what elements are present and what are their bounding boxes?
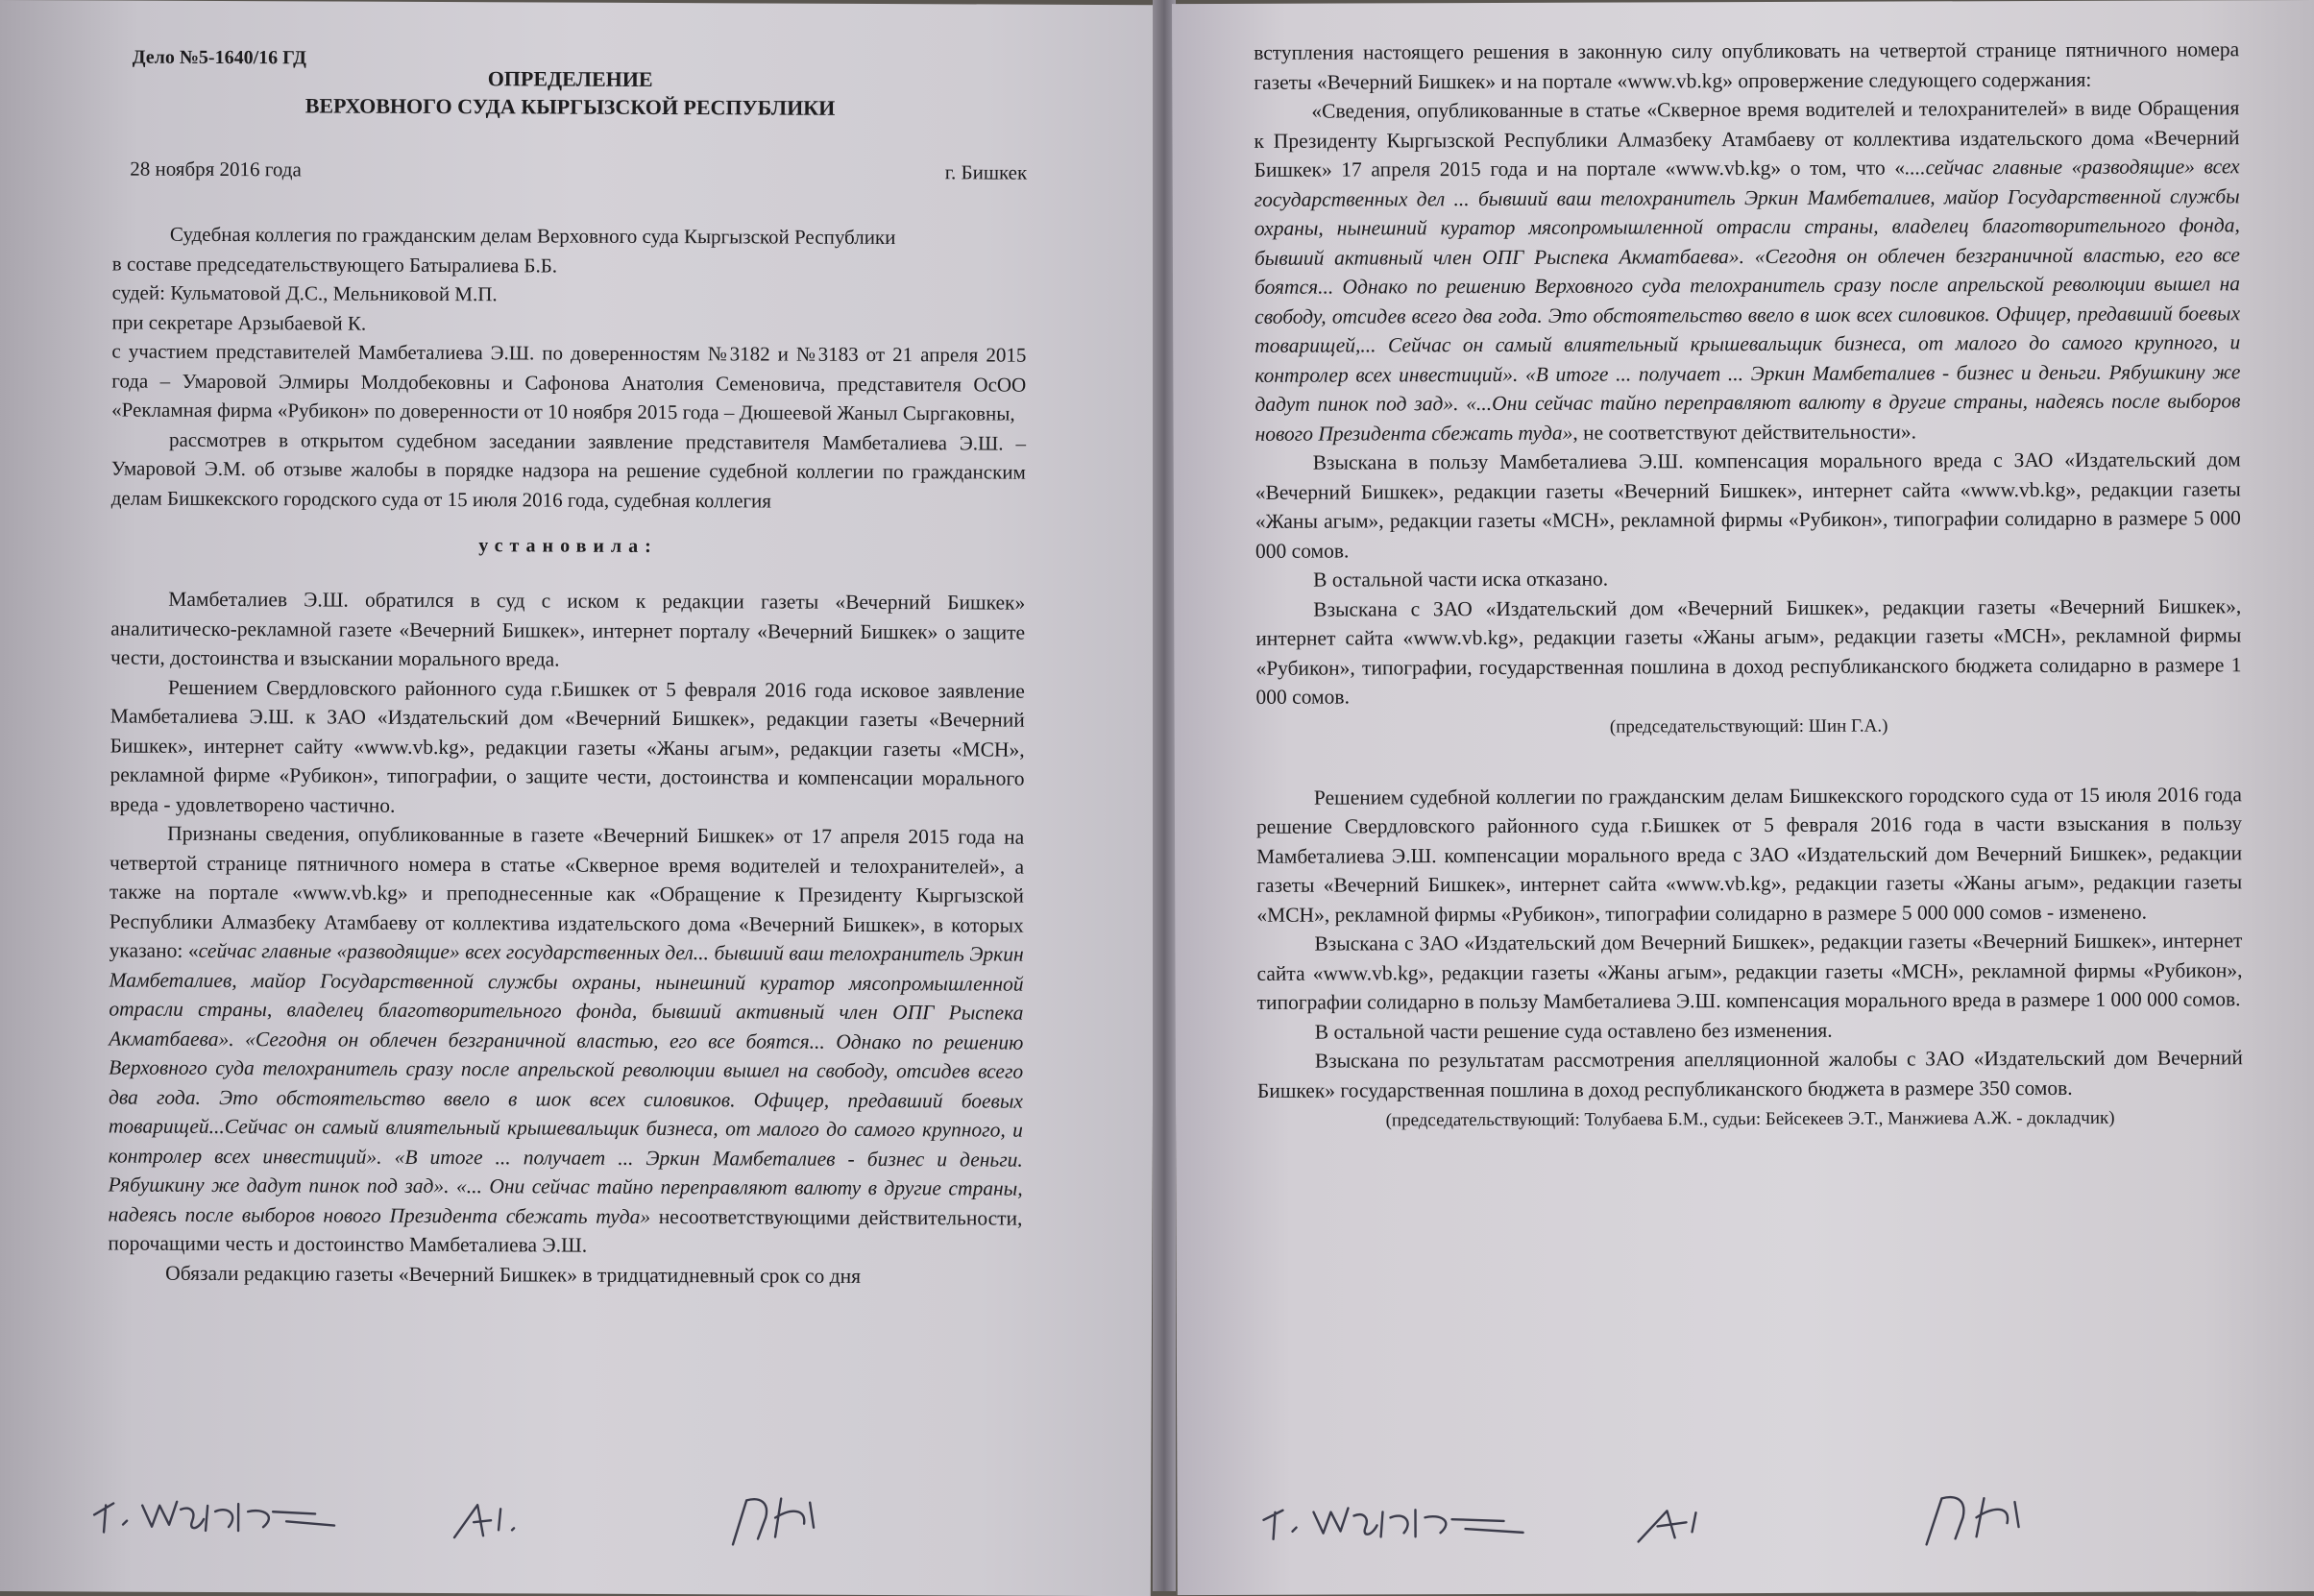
paragraph-appeal-fee: Взыскана по результатам рассмотрения апелляционной жалобы с ЗАО «Издательский дом Вечерний Бишкек» государственная пошлина в доход республиканского бюджета в размере 350 сомов.: [1256, 1046, 2243, 1102]
intro-secretary: при секретаре Арзыбаевой К.: [111, 310, 367, 335]
section-heading: установила:: [478, 535, 658, 557]
document-city: г. Бишкек: [944, 160, 1028, 184]
handwritten-signature: [445, 1482, 560, 1550]
recognized-text-end: несоответствующими действительности, порочащими честь и достоинство Мамбеталиева Э.Ш.: [108, 1204, 1023, 1257]
document-title: [112, 63, 1027, 123]
quoted-statements: ....сейчас главные «разводящие» всех государственных дел ... бывший ваш телохранитель Эркин Мамбеталиев, майор Государственной службы охраны, нынешний куратор мясопромышленной отрасли страны, владелец благотворительного фонда, бывший активный член ОПГ Рыспека Акматбаева». «Сегодня он облечен безграничной властью, его все боятся... Однако по решению Верховного суда телохранитель сразу после апрельской революции вышел на свободу, отсидев всего два года. Это обстоятельство ввело в шок всех силовиков. Офицер, предавший боевых товарищей,... Сейчас он самый влиятельный крышевальщик бизнеса, от малого до самого крупного, и контролер всех инвестиций». «В итоге ... получает ... Эркин Мамбеталиев - бизнес и деньги. Рябушкину же дадут пинок под зад». «...Они сейчас тайно переправляют валюту в другие страны, надеясь после выборов нового Президента сбежать туда»: [1254, 155, 2241, 446]
right-signatures: [1177, 1476, 2314, 1557]
refutation-text-end: , не соответствуют действительности».: [1572, 419, 1916, 445]
presiding-judge-note: (председательствующий: Шин Г.А.): [1609, 715, 1888, 738]
intro-representatives: с участием представителей Мамбеталиева Э.Ш. по доверенностям №3182 и №3183 от 21 апреля 2015 года – Умаровой Элмиры Молдобековны и Сафонова Анатолия Семеновича, представителя ОсОО «Рекламная фирма «Рубикон» по доверенности от 10 ноября 2015 года – Дюшеевой Жаныл Сыргаковны,: [111, 339, 1027, 425]
paragraph-compensation: Взыскана в пользу Мамбеталиева Э.Ш. компенсация морального вреда с ЗАО «Издательский дом «Вечерний Бишкек», редакции газеты «Вечерний Бишкек», интернет сайта «www.vb.kg», редакции газеты «Жаны агым», редакции газеты «МСН», рекламной фирмы «Рубикон», типографии солидарно в размере 5 000 000 сомов.: [1254, 447, 2241, 563]
paragraph-denied: В остальной части иска отказано.: [1313, 567, 1609, 592]
paragraph-refutation-intro: вступления настоящего решения в законную силу опубликовать на четвертой странице пятничного номера газеты «Вечерний Бишкек» и на портале «www.vb.kg» опровержение следующего содержания:: [1254, 37, 2240, 94]
paragraph-refutation-text: [1254, 93, 2240, 448]
document-date: 28 ноября 2016 года: [130, 157, 302, 181]
intro-judges: судей: Кульматовой Д.С., Мельниковой М.П.: [111, 280, 498, 306]
paragraph-claim: Мамбеталиев Э.Ш. обратился в суд с иском к редакции газеты «Вечерний Бишкек» аналитическо-рекламной газете «Вечерний Бишкек», интернет порталу «Вечерний Бишкек» о защите чести, достоинства и взыскании морального вреда.: [110, 587, 1026, 671]
dateline: [112, 157, 1027, 185]
paragraph-obliged: Обязали редакцию газеты «Вечерний Бишкек» в тридцатидневный срок со дня: [165, 1261, 862, 1288]
title-line-2: ВЕРХОВНОГО СУДА КЫРГЫЗСКОЙ РЕСПУБЛИКИ: [304, 93, 836, 120]
right-page: [1172, 0, 2314, 1595]
intro-considered: рассмотрев в открытом судебном заседании заявление представителя Мамбеталиева Э.Ш. – Умаровой Э.М. об отзыве жалобы в порядке надзора на решение судебной коллегии по гражданским делам Бишкекского городского суда от 15 июля 2016 года, судебная коллегия: [110, 427, 1027, 513]
paragraph-state-fee: Взыскана с ЗАО «Издательский дом «Вечерний Бишкек», редакции газеты «Вечерний Бишкек», интернет сайта «www.vb.kg», редакции газеты «Жаны агым», редакции газеты «МСН», рекламной фирмы «Рубикон», типографии, государственная пошлина в доход республиканского бюджета солидарно в размере 1 000 сомов.: [1255, 593, 2242, 709]
handwritten-signature: [1628, 1484, 1763, 1551]
paragraph-appeal-compensation: Взыскана с ЗАО «Издательский дом Вечерний Бишкек», редакции газеты «Вечерний Бишкек», интернет сайта «www.vb.kg», редакции газеты «Жаны агым», редакции газеты «МСН», рекламной фирмы «Рубикон», типографии солидарно в пользу Мамбеталиева Э.Ш. компенсация морального вреда в размере 1 000 000 сомов.: [1256, 929, 2243, 1014]
handwritten-signature: [1254, 1481, 1561, 1559]
handwritten-signature: [1907, 1477, 2080, 1555]
refutation-text-start: «Сведения, опубликованные в статье «Скверное время водителей и телохранителей» в виде Обращения к Президенту Кыргызской Республики Алмазбеку Атамбаеву от коллектива издательского дома «Вечерний Бишкек» 17 апреля 2015 года и на портале «www.vb.kg» о том, что «: [1254, 96, 2240, 181]
recognized-text-start: Признаны сведения, опубликованные в газете «Вечерний Бишкек» от 17 апреля 2015 года на четвертой странице пятничного номера в статье «Скверное время водителей и телохранителей», а также на портале «www.vb.kg» и преподнесенные как «Обращение к Президенту Кыргызской Республики Алмазбеку Атамбаеву от коллектива издательского дома «Вечерний Бишкек», в которых указано: «: [109, 821, 1025, 962]
appeal-judges-note: (председательствующий: Толубаева Б.М., судьи: Бейсекеев Э.Т., Манжиева А.Ж. - докладчик): [1385, 1107, 2115, 1131]
paragraph-appeal-decision: Решением судебной коллегии по гражданским делам Бишкекского городского суда от 15 июля 2016 года решение Свердловского районного суда г.Бишкек от 5 февраля 2016 года в части взыскания в пользу Мамбеталиева Э.Ш. компенсации морального вреда с ЗАО «Издательский дом Вечерний Бишкек», редакции газеты «Вечерний Бишкек», интернет сайта «www.vb.kg», редакции газеты «Жаны агым», редакции газеты «МСН», рекламной фирмы «Рубикон», типографии солидарно в размере 5 000 000 сомов - изменено.: [1255, 782, 2243, 927]
paragraph-district-decision: Решением Свердловского районного суда г.Бишкек от 5 февраля 2016 года исковое заявление Мамбеталиева Э.Ш. к ЗАО «Издательский дом «Вечерний Бишкек», редакции газеты «Вечерний Бишкек», интернет сайту «www.vb.kg», редакции газеты «Жаны агым», редакции газеты «МСН», рекламной фирме «Рубикон», типографии, о защите чести, достоинства и компенсации морального вреда - удовлетворено частично.: [110, 675, 1025, 817]
intro-court: Судебная коллегия по гражданским делам Верховного суда Кыргызской Республики: [169, 222, 896, 250]
paragraph-recognized: [108, 819, 1024, 1263]
handwritten-signature: [714, 1479, 867, 1557]
case-number: Дело №5-1640/16 ГД: [132, 46, 306, 69]
left-signatures: [0, 1476, 1151, 1558]
title-line-1: ОПРЕДЕЛЕНИЕ: [487, 66, 653, 91]
paragraph-remainder: В остальной части решение суда оставлено без изменения.: [1314, 1018, 1833, 1044]
quoted-statements: сейчас главные «разводящие» всех государственных дел... бывший ваш телохранитель Эркин Мамбеталиев, майор Государственной службы охраны, нынешний куратор мясопромышленной отрасли страны, владелец благотворительного фонда, бывший активный член ОПГ Рыспека Акматбаева». «Сегодня он облечен безграничной властью, его все боятся... Однако по решению Верховного суда телохранитель сразу после апрельской революции вышел на свободу, отсидев всего два года. Это обстоятельство ввело в шок всех силовиков. Офицер, предавший боевых товарищей...Сейчас он самый влиятельный крышевальщик бизнеса, от малого до самого крупного, и контролер всех инвестиций». «В итоге ... получает ... Эркин Мамбеталиев - бизнес и деньги. Рябушкину же дадут пинок под зад». «... Они сейчас тайно переправляют валюту в другие страны, надеясь после выборов нового Президента сбежать туда»: [108, 938, 1024, 1228]
intro-presiding: в составе председательствующего Батыралиева Б.Б.: [111, 252, 558, 278]
handwritten-signature: [85, 1476, 373, 1554]
